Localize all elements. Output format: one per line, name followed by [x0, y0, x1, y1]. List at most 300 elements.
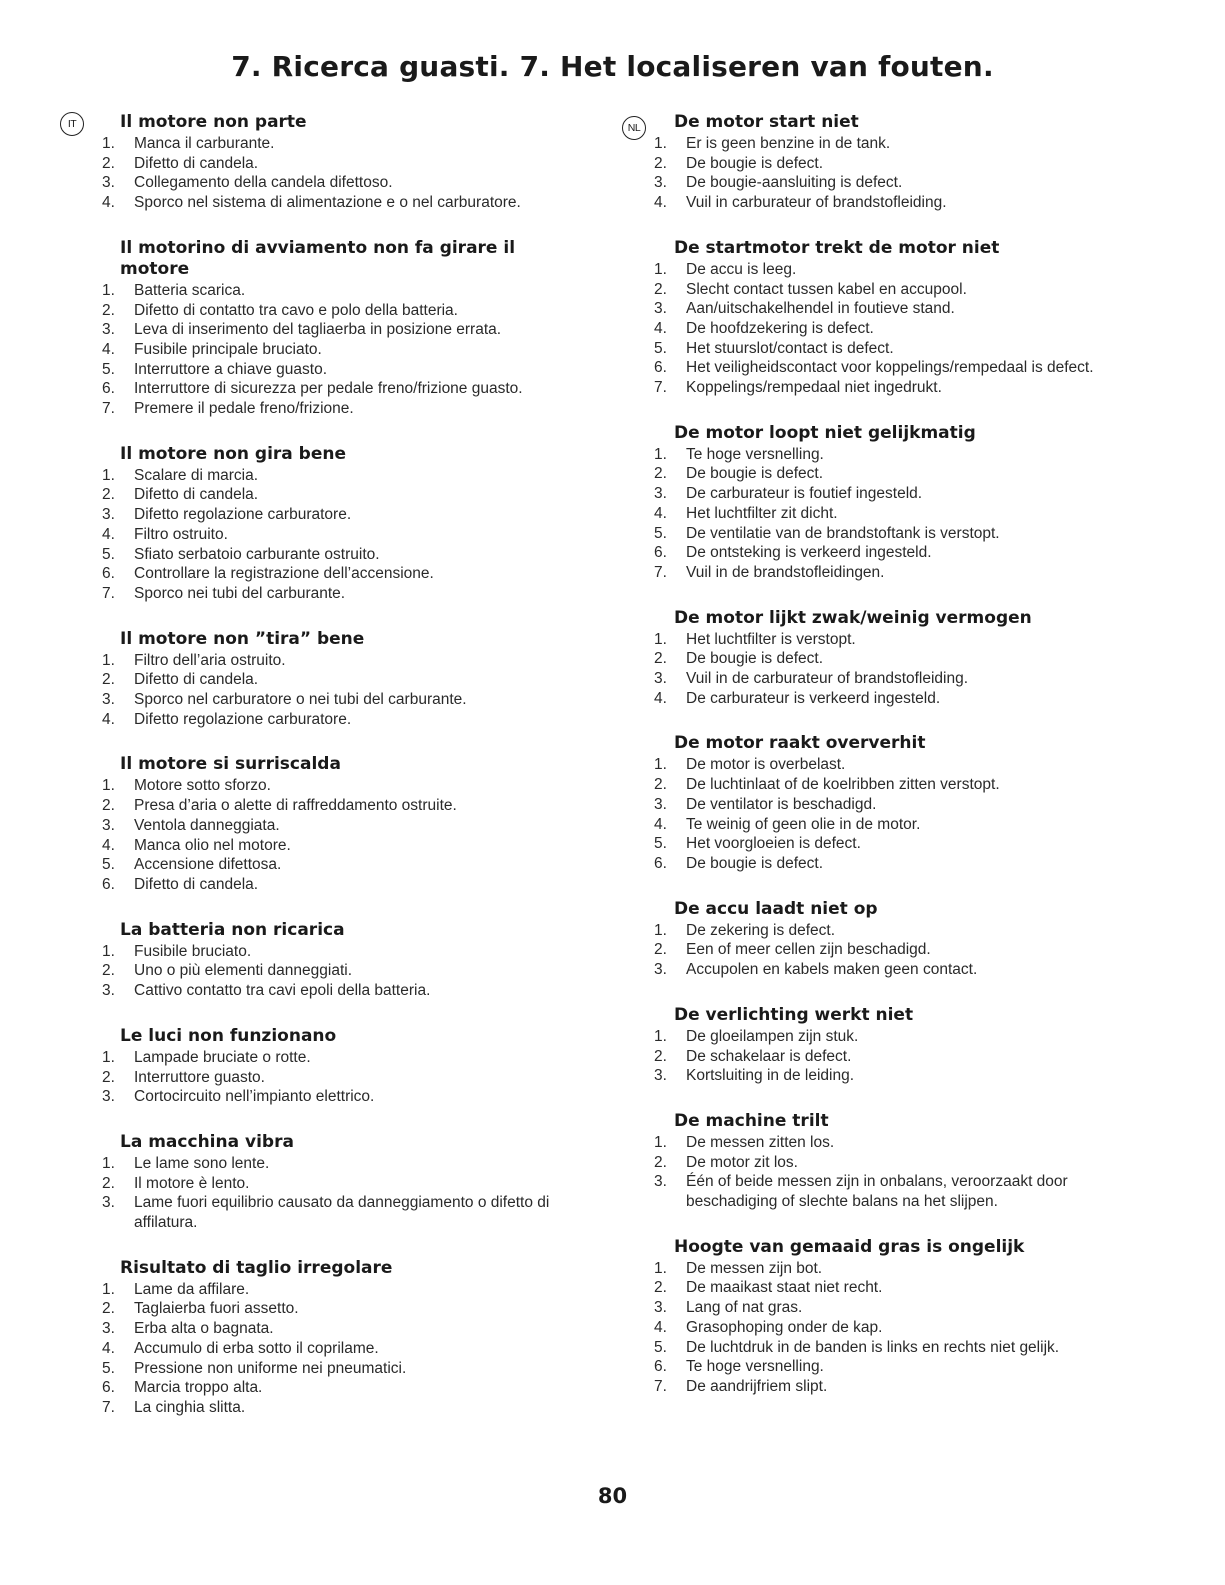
item-text: Accensione difettosa.	[134, 856, 282, 874]
section-title: Il motore non parte	[120, 112, 307, 132]
dutch-column	[627, 112, 1136, 1422]
section-title: De motor loopt niet gelijkmatig	[674, 422, 976, 443]
item-text: Presa d’aria o alette di raffreddamento ostruite.	[134, 797, 457, 815]
list-item	[100, 1319, 590, 1339]
item-text: Marcia troppo alta.	[134, 1379, 263, 1397]
list-item	[100, 564, 590, 584]
item-text: Difetto regolazione carburatore.	[134, 506, 352, 524]
list-item	[652, 1066, 1136, 1086]
item-text: Scalare di marcia.	[134, 466, 259, 484]
language-badge-it: IT	[60, 112, 84, 136]
section-title: Il motore non gira bene	[120, 443, 347, 464]
item-text: Difetto di candela.	[134, 486, 259, 504]
item-text: De carburateur is verkeerd ingesteld.	[686, 689, 941, 707]
troubleshooting-section	[100, 754, 590, 894]
item-text: De schakelaar is defect.	[686, 1047, 852, 1065]
list-item	[100, 320, 590, 340]
list-item	[652, 1047, 1136, 1067]
list-item	[652, 319, 1136, 339]
item-number: 2.	[654, 941, 667, 959]
cause-list	[100, 651, 590, 730]
item-text: Het veiligheidscontact voor koppelings/rempedaal is defect.	[686, 359, 1094, 377]
list-item	[100, 505, 590, 525]
cause-list	[100, 1048, 590, 1107]
item-text: Vuil in carburateur of brandstofleiding.	[686, 194, 947, 212]
cause-list	[100, 942, 590, 1001]
item-text: De bougie-aansluiting is defect.	[686, 174, 903, 192]
cause-list	[652, 755, 1136, 873]
item-text: De gloeilampen zijn stuk.	[686, 1027, 859, 1045]
item-number: 2.	[102, 962, 115, 980]
list-item	[100, 690, 590, 710]
item-text: Difetto di candela.	[134, 875, 259, 893]
item-text: Filtro dell’aria ostruito.	[134, 651, 286, 669]
item-number: 3.	[102, 1088, 115, 1106]
item-number: 6.	[654, 544, 667, 562]
item-number: 7.	[654, 1377, 667, 1395]
section-title: Le luci non funzionano	[120, 1025, 337, 1046]
list-item	[100, 836, 590, 856]
item-text: Uno o più elementi danneggiati.	[134, 962, 353, 980]
list-item	[100, 1378, 590, 1398]
list-item	[652, 484, 1136, 504]
section-title: De verlichting werkt niet	[674, 1004, 914, 1025]
list-item	[652, 1318, 1136, 1338]
cause-list	[652, 1259, 1136, 1397]
list-item	[100, 1359, 590, 1379]
list-item	[652, 1172, 1136, 1211]
list-item	[100, 1280, 590, 1300]
item-number: 3.	[654, 485, 667, 503]
item-number: 3.	[654, 795, 667, 813]
item-number: 3.	[102, 816, 115, 834]
item-text: Accupolen en kabels maken geen contact.	[686, 961, 978, 979]
italian-sections	[100, 112, 590, 1418]
item-number: 2.	[654, 1279, 667, 1297]
list-item	[652, 649, 1136, 669]
list-item	[652, 775, 1136, 795]
item-number: 1.	[654, 445, 667, 463]
item-number: 3.	[654, 1067, 667, 1085]
item-text: Lame fuori equilibrio causato da danneggiamento o difetto di affilatura.	[134, 1194, 550, 1232]
list-item	[100, 485, 590, 505]
list-item	[100, 193, 590, 213]
item-number: 2.	[654, 776, 667, 794]
item-text: De messen zijn bot.	[686, 1259, 823, 1277]
item-text: Lampade bruciate o rotte.	[134, 1048, 311, 1066]
item-text: Filtro ostruito.	[134, 525, 228, 543]
item-text: Difetto di contatto tra cavo e polo della batteria.	[134, 301, 458, 319]
item-number: 1.	[654, 1259, 667, 1277]
troubleshooting-section	[652, 608, 1136, 709]
list-item	[652, 1357, 1136, 1377]
list-item	[100, 173, 590, 193]
item-text: Het voorgloeien is defect.	[686, 835, 861, 853]
item-text: Taglaierba fuori assetto.	[134, 1300, 299, 1318]
item-number: 3.	[102, 1194, 115, 1212]
item-number: 3.	[102, 506, 115, 524]
list-item	[652, 1133, 1136, 1153]
item-number: 2.	[102, 154, 115, 172]
item-number: 1.	[654, 1027, 667, 1045]
list-item	[100, 1087, 590, 1107]
item-text: Lame da affilare.	[134, 1280, 250, 1298]
item-number: 1.	[102, 942, 115, 960]
item-text: Kortsluiting in de leiding.	[686, 1067, 855, 1085]
list-item	[100, 1193, 590, 1232]
item-number: 1.	[102, 651, 115, 669]
item-number: 3.	[654, 961, 667, 979]
item-number: 1.	[654, 630, 667, 648]
item-text: Sfiato serbatoio carburante ostruito.	[134, 545, 380, 563]
item-number: 3.	[654, 300, 667, 318]
section-title: La batteria non ricarica	[120, 919, 345, 940]
section-title: De motor start niet	[674, 112, 859, 132]
cause-list	[100, 134, 590, 213]
cause-list	[100, 776, 590, 894]
item-number: 2.	[654, 154, 667, 172]
section-title: Il motore non ”tira” bene	[120, 628, 365, 649]
item-text: Premere il pedale freno/frizione.	[134, 400, 354, 418]
troubleshooting-section	[100, 444, 590, 604]
list-item	[652, 524, 1136, 544]
list-item	[652, 260, 1136, 280]
item-number: 2.	[102, 486, 115, 504]
item-number: 1.	[102, 1048, 115, 1066]
item-number: 1.	[102, 777, 115, 795]
item-text: De luchtdruk in de banden is links en rechts niet gelijk.	[686, 1338, 1060, 1356]
item-number: 6.	[654, 854, 667, 872]
list-item	[100, 1068, 590, 1088]
item-text: De luchtinlaat of de koelribben zitten verstopt.	[686, 776, 1000, 794]
item-number: 2.	[102, 1300, 115, 1318]
list-item	[652, 504, 1136, 524]
item-number: 3.	[102, 174, 115, 192]
item-text: Een of meer cellen zijn beschadigd.	[686, 941, 931, 959]
item-text: De bougie is defect.	[686, 154, 824, 172]
item-number: 3.	[102, 691, 115, 709]
item-text: Het luchtfilter zit dicht.	[686, 504, 838, 522]
item-number: 4.	[654, 815, 667, 833]
item-text: Slecht contact tussen kabel en accupool.	[686, 280, 967, 298]
item-text: Te weinig of geen olie in de motor.	[686, 815, 921, 833]
cause-list	[100, 466, 590, 604]
section-title: Risultato di taglio irregolare	[120, 1257, 393, 1278]
section-title: De motor raakt oververhit	[674, 733, 926, 754]
troubleshooting-section	[652, 1111, 1136, 1212]
item-text: Sporco nel sistema di alimentazione e o nel carburatore.	[134, 194, 521, 212]
list-item	[100, 301, 590, 321]
list-item	[652, 134, 1136, 154]
item-number: 5.	[654, 835, 667, 853]
item-text: De hoofdzekering is defect.	[686, 319, 874, 337]
item-text: La cinghia slitta.	[134, 1398, 246, 1416]
item-text: Difetto regolazione carburatore.	[134, 710, 352, 728]
item-text: De ventilator is beschadigd.	[686, 795, 877, 813]
list-item	[100, 855, 590, 875]
item-text: Het stuurslot/contact is defect.	[686, 339, 894, 357]
list-item	[652, 815, 1136, 835]
list-item	[652, 854, 1136, 874]
item-number: 7.	[102, 400, 115, 418]
item-text: Er is geen benzine in de tank.	[686, 135, 891, 152]
troubleshooting-section	[652, 1005, 1136, 1086]
troubleshooting-section	[100, 1132, 590, 1233]
list-item	[100, 816, 590, 836]
list-item	[652, 563, 1136, 583]
item-number: 2.	[654, 1047, 667, 1065]
item-number: 1.	[654, 1133, 667, 1151]
item-number: 6.	[102, 380, 115, 398]
item-number: 6.	[102, 875, 115, 893]
section-title: La macchina vibra	[120, 1131, 294, 1152]
item-number: 1.	[654, 135, 667, 152]
item-number: 2.	[102, 301, 115, 319]
item-number: 7.	[654, 379, 667, 397]
list-item	[100, 981, 590, 1001]
item-text: De motor zit los.	[686, 1153, 798, 1171]
item-text: Manca olio nel motore.	[134, 836, 291, 854]
item-number: 1.	[102, 466, 115, 484]
item-text: Fusibile principale bruciato.	[134, 340, 322, 358]
list-item	[652, 1377, 1136, 1397]
list-item	[100, 399, 590, 419]
item-text: De maaikast staat niet recht.	[686, 1279, 883, 1297]
item-number: 6.	[654, 1358, 667, 1376]
item-number: 2.	[102, 797, 115, 815]
item-number: 5.	[102, 1359, 115, 1377]
item-number: 6.	[102, 565, 115, 583]
item-number: 3.	[654, 1299, 667, 1317]
item-number: 3.	[654, 670, 667, 688]
item-number: 4.	[102, 710, 115, 728]
list-item	[652, 689, 1136, 709]
troubleshooting-section	[652, 1237, 1136, 1397]
list-item	[652, 378, 1136, 398]
item-text: Interruttore a chiave guasto.	[134, 360, 328, 378]
cause-list	[652, 921, 1136, 980]
list-item	[652, 1298, 1136, 1318]
cause-list	[100, 281, 590, 419]
list-item	[652, 1278, 1136, 1298]
item-number: 2.	[654, 465, 667, 483]
item-text: De bougie is defect.	[686, 650, 824, 668]
troubleshooting-section	[100, 1258, 590, 1418]
list-item	[652, 464, 1136, 484]
section-title: De accu laadt niet op	[674, 898, 878, 919]
item-number: 1.	[102, 135, 115, 152]
list-item	[652, 299, 1136, 319]
cause-list	[100, 1280, 590, 1418]
list-item	[652, 339, 1136, 359]
list-item	[100, 942, 590, 962]
item-text: Collegamento della candela difettoso.	[134, 174, 393, 192]
item-number: 5.	[654, 339, 667, 357]
cause-list	[652, 134, 1136, 213]
list-item	[100, 379, 590, 399]
list-item	[652, 193, 1136, 213]
item-text: Difetto di candela.	[134, 671, 259, 689]
item-text: Te hoge versnelling.	[686, 445, 824, 463]
troubleshooting-section	[652, 733, 1136, 873]
item-number: 2.	[654, 280, 667, 298]
item-number: 4.	[654, 319, 667, 337]
item-number: 4.	[102, 340, 115, 358]
list-item	[652, 280, 1136, 300]
item-number: 2.	[654, 650, 667, 668]
cause-list	[652, 1133, 1136, 1212]
list-item	[652, 630, 1136, 650]
list-item	[100, 1398, 590, 1418]
item-number: 2.	[654, 1153, 667, 1171]
section-title: De machine trilt	[674, 1110, 829, 1131]
item-number: 7.	[102, 1398, 115, 1416]
item-text: Vuil in de brandstofleidingen.	[686, 563, 885, 581]
item-number: 3.	[102, 982, 115, 1000]
list-item	[652, 795, 1136, 815]
cause-list	[652, 445, 1136, 583]
item-number: 4.	[654, 194, 667, 212]
list-item	[100, 281, 590, 301]
section-title: Il motorino di avviamento non fa girare il motore	[120, 237, 516, 279]
item-number: 5.	[102, 360, 115, 378]
list-item	[100, 134, 590, 154]
troubleshooting-section	[652, 238, 1136, 398]
item-text: De zekering is defect.	[686, 921, 836, 939]
item-text: Het luchtfilter is verstopt.	[686, 630, 856, 648]
item-number: 1.	[102, 1280, 115, 1298]
list-item	[652, 1153, 1136, 1173]
list-item	[100, 710, 590, 730]
section-title: Il motore si surriscalda	[120, 754, 341, 775]
troubleshooting-section	[652, 423, 1136, 583]
item-text: Pressione non uniforme nei pneumatici.	[134, 1359, 407, 1377]
item-number: 4.	[102, 525, 115, 543]
list-item	[652, 834, 1136, 854]
cause-list	[100, 1154, 590, 1233]
list-item	[100, 1154, 590, 1174]
list-item	[652, 543, 1136, 563]
item-text: De ventilatie van de brandstoftank is verstopt.	[686, 524, 1000, 542]
list-item	[652, 755, 1136, 775]
cause-list	[652, 1027, 1136, 1086]
item-text: Manca il carburante.	[134, 135, 275, 152]
item-text: Leva di inserimento del tagliaerba in posizione errata.	[134, 321, 502, 339]
item-text: De accu is leeg.	[686, 260, 797, 278]
troubleshooting-section	[652, 112, 1136, 213]
list-item	[100, 525, 590, 545]
list-item	[652, 940, 1136, 960]
item-text: Sporco nei tubi del carburante.	[134, 584, 346, 602]
item-text: Één of beide messen zijn in onbalans, veroorzaakt door beschadiging of slechte balans na het slijpen.	[686, 1173, 1068, 1211]
item-text: De messen zitten los.	[686, 1133, 835, 1151]
item-number: 7.	[102, 584, 115, 602]
item-number: 1.	[102, 1154, 115, 1172]
item-text: Controllare la registrazione dell’accensione.	[134, 565, 434, 583]
list-item	[100, 154, 590, 174]
item-text: Cattivo contatto tra cavi epoli della batteria.	[134, 982, 431, 1000]
list-item	[652, 154, 1136, 174]
item-number: 3.	[654, 174, 667, 192]
italian-column	[67, 112, 590, 1443]
item-text: Accumulo di erba sotto il coprilame.	[134, 1339, 379, 1357]
item-text: De aandrijfriem slipt.	[686, 1377, 828, 1395]
list-item	[100, 1339, 590, 1359]
page-number: 80	[597, 1484, 628, 1508]
list-item	[652, 173, 1136, 193]
section-title: Hoogte van gemaaid gras is ongelijk	[674, 1236, 1025, 1257]
troubleshooting-section	[100, 1026, 590, 1107]
item-text: Le lame sono lente.	[134, 1154, 270, 1172]
list-item	[100, 796, 590, 816]
list-item	[652, 960, 1136, 980]
item-number: 4.	[102, 1339, 115, 1357]
item-number: 5.	[102, 545, 115, 563]
item-text: Cortocircuito nell’impianto elettrico.	[134, 1088, 375, 1106]
item-text: Lang of nat gras.	[686, 1299, 803, 1317]
section-title: De startmotor trekt de motor niet	[674, 237, 1000, 258]
item-text: Motore sotto sforzo.	[134, 777, 271, 795]
list-item	[652, 1338, 1136, 1358]
list-item	[100, 466, 590, 486]
section-title: De motor lijkt zwak/weinig vermogen	[674, 607, 1032, 628]
item-number: 4.	[654, 1318, 667, 1336]
troubleshooting-section	[100, 629, 590, 730]
list-item	[652, 445, 1136, 465]
item-number: 5.	[654, 524, 667, 542]
page-title: 7. Ricerca guasti. 7. Het localiseren van fouten.	[231, 50, 994, 83]
list-item	[100, 776, 590, 796]
list-item	[100, 961, 590, 981]
item-text: Sporco nel carburatore o nei tubi del carburante.	[134, 691, 467, 709]
item-number: 5.	[102, 856, 115, 874]
list-item	[652, 358, 1136, 378]
item-text: Koppelings/rempedaal niet ingedrukt.	[686, 379, 942, 397]
item-text: Vuil in de carburateur of brandstofleiding.	[686, 670, 969, 688]
item-text: Te hoge versnelling.	[686, 1358, 824, 1376]
item-text: Aan/uitschakelhendel in foutieve stand.	[686, 300, 955, 318]
item-number: 3.	[654, 1173, 667, 1191]
item-number: 3.	[102, 1320, 115, 1338]
item-number: 6.	[102, 1379, 115, 1397]
troubleshooting-section	[100, 112, 590, 213]
troubleshooting-section	[652, 899, 1136, 980]
list-item	[100, 1299, 590, 1319]
item-number: 4.	[654, 504, 667, 522]
list-item	[652, 921, 1136, 941]
troubleshooting-section	[100, 920, 590, 1001]
item-text: Fusibile bruciato.	[134, 942, 252, 960]
item-text: Interruttore guasto.	[134, 1068, 265, 1086]
item-text: De ontsteking is verkeerd ingesteld.	[686, 544, 932, 562]
dutch-sections	[652, 112, 1136, 1397]
item-text: De bougie is defect.	[686, 854, 824, 872]
item-number: 4.	[654, 689, 667, 707]
list-item	[100, 651, 590, 671]
item-number: 2.	[102, 671, 115, 689]
item-text: De motor is overbelast.	[686, 756, 846, 774]
item-number: 7.	[654, 563, 667, 581]
item-number: 1.	[102, 281, 115, 299]
item-number: 4.	[102, 194, 115, 212]
item-text: De bougie is defect.	[686, 465, 824, 483]
list-item	[100, 670, 590, 690]
cause-list	[652, 260, 1136, 398]
list-item	[652, 1259, 1136, 1279]
list-item	[100, 545, 590, 565]
item-text: Erba alta o bagnata.	[134, 1320, 274, 1338]
item-number: 6.	[654, 359, 667, 377]
